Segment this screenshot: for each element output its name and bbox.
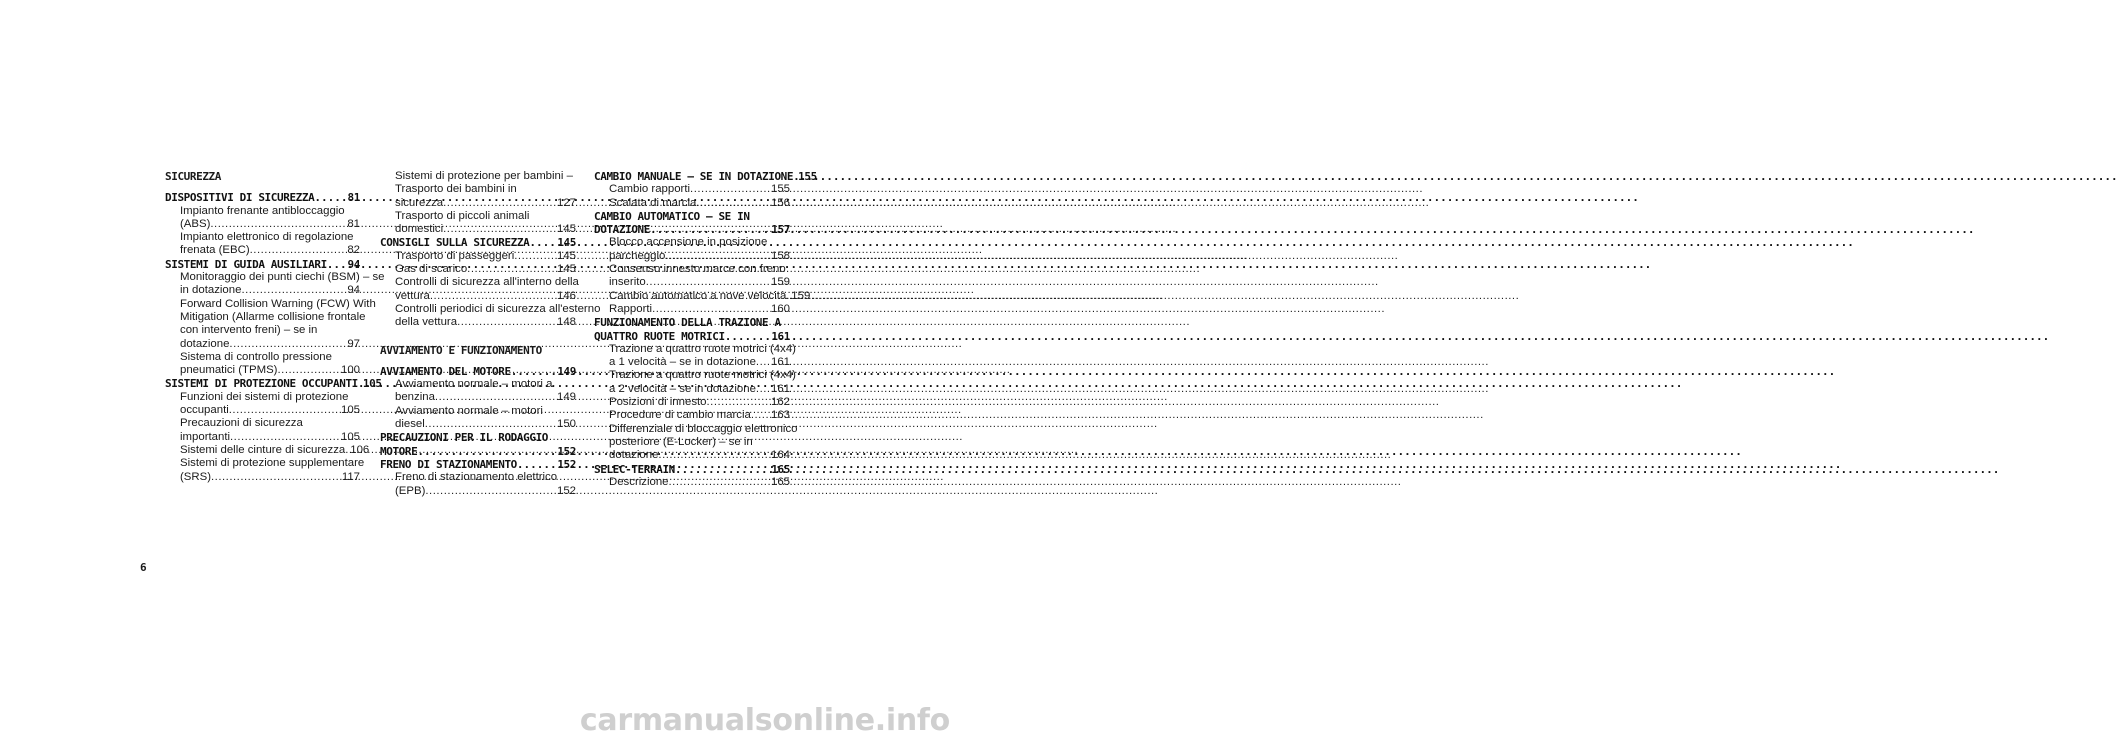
toc-entry-title: con intervento freni) – se in [180, 324, 318, 337]
toc-entry-title: sicurezza [395, 196, 444, 209]
toc-sub-entry[interactable] [165, 297, 376, 311]
toc-entry-title: Cambio rapporti [609, 183, 691, 196]
toc-entry-title: SISTEMI DI GUIDA AUSILIARI [165, 257, 327, 271]
toc-sub-entry[interactable] [594, 342, 796, 356]
toc-sub-entry[interactable] [165, 391, 360, 404]
page-number: 6 [140, 561, 147, 574]
dot-leader [707, 396, 770, 409]
toc-entry-title: Differenziale di bloccaggio elettronico [609, 422, 798, 435]
toc-heading-entry[interactable] [594, 330, 790, 343]
dot-leader [696, 197, 770, 210]
toc-sub-entry[interactable] [380, 250, 576, 263]
toc-page-number: 165 [770, 475, 790, 488]
toc-page-number: 100 [340, 364, 360, 377]
toc-page-number: 149 [557, 364, 576, 378]
toc-sub-entry[interactable] [594, 276, 790, 289]
toc-heading-entry[interactable] [380, 445, 576, 458]
toc-page-number: 157 [771, 223, 790, 237]
dot-leader [230, 431, 340, 444]
toc-sub-entry[interactable] [380, 183, 576, 196]
toc-page-number: 105 [340, 404, 360, 417]
dot-leader [690, 183, 770, 196]
toc-column-3 [594, 170, 817, 489]
toc-page-number: 145 [556, 223, 576, 236]
toc-page-number: 161 [770, 382, 790, 395]
dot-leader [511, 365, 557, 378]
dot-leader [210, 218, 346, 231]
dot-leader [314, 191, 346, 204]
toc-page-number: 127 [556, 196, 576, 209]
toc-page-number: 152 [557, 457, 576, 471]
toc-sub-entry[interactable] [165, 310, 366, 324]
dot-leader [229, 404, 340, 417]
toc-sub-entry[interactable] [165, 244, 360, 257]
toc-entry-title: dotazione [180, 337, 230, 350]
dot-leader [646, 276, 770, 289]
toc-sub-entry[interactable] [380, 210, 576, 223]
toc-page-number: 159 [770, 276, 790, 289]
toc-entry-title: CONSIGLI SULLA SICUREZZA [380, 236, 530, 250]
toc-entry-title: QUATTRO RUOTE MOTRICI [594, 329, 725, 343]
toc-page-number: 156 [770, 196, 790, 209]
toc-sub-entry[interactable] [380, 170, 576, 183]
dot-leader [443, 223, 556, 236]
toc-sub-entry[interactable] [380, 485, 576, 498]
toc-sub-entry[interactable] [594, 383, 790, 396]
toc-page-number: 163 [770, 409, 790, 422]
toc-entry-title: Trazione a quattro ruote motrici (4x4) [609, 369, 796, 382]
toc-entry-title: diesel [395, 418, 425, 431]
toc-page-number: 105 [362, 377, 382, 391]
toc-entry-title: (ABS) [180, 217, 211, 230]
toc-entry-title: FRENO DI STAZIONAMENTO [380, 457, 517, 471]
toc-entry-title: DOTAZIONE [594, 223, 651, 237]
toc-sub-entry[interactable] [594, 197, 790, 210]
toc-entry-title: domestici [395, 223, 444, 236]
toc-page-number: 145 [557, 236, 576, 250]
toc-page-number: 145 [556, 263, 576, 276]
toc-entry-title: frenata (EBC) [180, 244, 250, 257]
toc-entry-title: Blocco accensione in posizione [609, 236, 768, 249]
toc-entry-title: importanti [180, 430, 231, 443]
toc-page-number: 149 [556, 391, 576, 404]
toc-page-number: 155 [770, 183, 790, 196]
dot-leader [517, 458, 556, 471]
toc-entry-title: Controlli periodici di sicurezza all'esterno [395, 302, 601, 315]
toc-entry-title: della vettura [395, 316, 458, 329]
dot-leader [425, 418, 556, 431]
toc-sub-entry[interactable] [165, 351, 360, 364]
toc-heading-entry[interactable] [380, 236, 576, 249]
dot-leader [467, 263, 556, 276]
toc-sub-entry[interactable] [165, 205, 360, 218]
toc-sub-entry[interactable] [594, 236, 790, 249]
section-spacer [380, 330, 576, 344]
toc-entry-title: Rapporti [609, 302, 653, 315]
toc-entry-title: (EPB) [395, 484, 426, 497]
toc-heading-entry[interactable] [594, 316, 790, 329]
dot-leader [675, 463, 770, 476]
toc-page-number: 162 [770, 396, 790, 409]
section-title: AVVIAMENTO E FUNZIONAMENTO [380, 343, 542, 357]
toc-sub-entry[interactable] [594, 250, 790, 263]
toc-entry-title: Cambio automatico a nove velocità [609, 289, 787, 302]
toc-entry-title: pneumatici (TPMS) [180, 364, 278, 377]
toc-sub-entry[interactable] [594, 436, 790, 449]
toc-entry-title: posteriore (E-Locker) – se in [609, 435, 753, 448]
toc-entry-title: Procedure di cambio marcia [609, 409, 751, 422]
toc-page-number: 97 [347, 337, 360, 350]
toc-page-number: 160 [770, 302, 790, 315]
toc-page-number: 94 [347, 284, 360, 297]
toc-entry-title: Mitigation (Allarme collisione frontale [180, 310, 366, 323]
toc-sub-entry[interactable] [380, 405, 576, 418]
toc-page-number: 152 [557, 444, 576, 458]
toc-entry-title: Gas di scarico [395, 263, 468, 276]
toc-heading-entry[interactable] [165, 191, 360, 204]
toc-entry-title: Trasporto dei bambini in [395, 183, 517, 196]
toc-entry-title: Impianto elettronico di regolazione [180, 231, 354, 244]
toc-page-number: 146 [556, 289, 576, 302]
toc-page-number: 81 [347, 217, 360, 230]
dot-leader [457, 316, 556, 329]
dot-leader [229, 338, 346, 351]
toc-entry-title: MOTORE [380, 444, 418, 458]
toc-sub-entry[interactable] [380, 263, 576, 276]
toc-page-number: 161 [771, 329, 790, 343]
section-title: SICUREZZA [165, 170, 222, 183]
toc-page-number: 81 [347, 191, 360, 205]
toc-sub-entry[interactable] [165, 443, 370, 457]
toc-lines [380, 170, 601, 330]
dot-leader [443, 197, 556, 210]
toc-heading-entry[interactable] [594, 170, 817, 183]
toc-heading-entry[interactable] [594, 463, 790, 476]
toc-entry-title: PRECAUZIONI PER IL RODAGGIO [380, 431, 549, 445]
toc-entry-title: Sistemi di protezione supplementare [180, 457, 365, 470]
dot-leader [435, 391, 556, 404]
toc-entry-title: Scalata di marcia [609, 196, 697, 209]
dot-leader [327, 258, 347, 271]
toc-entry-title: Trasporto di piccoli animali [395, 209, 530, 222]
toc-entry-title: CAMBIO MANUALE – SE IN DOTAZIONE [594, 170, 794, 183]
toc-page-number: 106 [350, 443, 370, 456]
toc-page-number: 152 [556, 484, 576, 497]
toc-entry-title: SELEC-TERRAIN [594, 462, 675, 476]
toc-sub-entry[interactable] [380, 391, 576, 404]
toc-page-number: 82 [347, 244, 360, 257]
toc-sub-entry[interactable] [380, 223, 576, 236]
toc-entry-title: benzina [395, 391, 435, 404]
dot-leader [756, 383, 770, 396]
toc-sub-entry[interactable] [165, 431, 360, 444]
toc-entry-title: Trazione a quattro ruote motrici (4x4) [609, 342, 796, 355]
dot-leader [725, 330, 771, 343]
toc-entry-title: occupanti [180, 404, 229, 417]
toc-entry-title: Sistemi delle cinture di sicurezza [180, 443, 346, 456]
toc-sub-entry[interactable] [380, 471, 576, 484]
toc-lines [165, 191, 385, 484]
toc-page-number: 164 [770, 449, 790, 462]
toc-sub-entry[interactable] [165, 218, 360, 231]
toc-entry-title: Freno di stazionamento elettrico [395, 471, 558, 484]
toc-entry-title: a 2 velocità – se in dotazione [609, 382, 756, 395]
toc-sub-entry[interactable] [165, 404, 360, 417]
toc-entry-title: Avviamento normale – motori [395, 404, 543, 417]
toc-entry-title: Descrizione [609, 475, 669, 488]
dot-leader [529, 236, 556, 249]
dot-leader [665, 250, 770, 263]
toc-entry-title: CAMBIO AUTOMATICO – SE IN [594, 209, 750, 223]
toc-entry-title: Posizioni di innesto [609, 396, 707, 409]
toc-sub-entry[interactable] [165, 457, 365, 470]
toc-sub-entry[interactable] [380, 276, 579, 289]
toc-sub-entry[interactable] [380, 302, 601, 316]
dot-leader [658, 449, 770, 462]
toc-entry-title: dotazione [609, 449, 659, 462]
toc-page-number: 117 [341, 470, 360, 483]
toc-entry-title: Sistemi di protezione per bambini – [395, 170, 573, 182]
toc-entry-title: DISPOSITIVI DI SICUREZZA [165, 191, 315, 205]
toc-entry-title: Trasporto di passeggeri [395, 249, 515, 262]
toc-lines [594, 170, 817, 489]
toc-entry-title: SISTEMI DI PROTEZIONE OCCUPANTI [165, 377, 358, 391]
toc-entry-title: (SRS) [180, 470, 212, 483]
toc-page-number: 94 [347, 257, 360, 271]
toc-page-number: 155 [798, 170, 817, 183]
toc-sub-entry[interactable] [594, 303, 790, 316]
toc-sub-entry[interactable] [165, 271, 385, 284]
toc-sub-entry[interactable] [165, 324, 360, 337]
toc-sub-entry[interactable] [165, 338, 360, 351]
toc-sub-entry[interactable] [165, 471, 360, 484]
toc-entry-title: Forward Collision Warning (FCW) With [180, 297, 376, 310]
toc-sub-entry[interactable] [594, 263, 790, 276]
toc-heading-entry[interactable] [380, 365, 576, 378]
toc-sub-entry[interactable] [380, 418, 576, 431]
dot-leader [211, 471, 341, 484]
toc-entry-title: Impianto frenante antibloccaggio [180, 204, 345, 217]
toc-entry-title: Precauzioni di sicurezza [180, 417, 303, 430]
toc-sub-entry[interactable] [594, 449, 790, 462]
toc-entry-title: Sistema di controllo pressione [180, 350, 332, 363]
toc-sub-entry[interactable] [594, 476, 790, 489]
toc-entry-title: inserito [609, 276, 646, 289]
toc-entry-title: in dotazione [180, 284, 242, 297]
toc-entry-title: Controlli di sicurezza all'interno della [395, 276, 579, 289]
dot-leader [277, 364, 340, 377]
toc-heading-entry[interactable] [594, 223, 790, 236]
toc-sub-entry[interactable] [165, 284, 360, 297]
toc-entry-title: parcheggio [609, 249, 666, 262]
dot-leader [241, 284, 346, 297]
dot-leader [430, 290, 556, 303]
dot-leader [514, 250, 556, 263]
toc-entry-title: FUNZIONAMENTO DELLA TRAZIONE A [594, 316, 781, 330]
toc-sub-entry[interactable] [594, 409, 790, 422]
toc-entry-title: Monitoraggio dei punti ciechi (BSM) – se [180, 271, 385, 284]
dot-leader [751, 409, 770, 422]
toc-sub-entry[interactable] [380, 290, 576, 303]
toc-column-2 [380, 170, 601, 498]
toc-heading-entry[interactable] [380, 431, 576, 444]
toc-sub-entry[interactable] [165, 417, 360, 430]
toc-page-number: 145 [556, 249, 576, 262]
toc-heading-entry[interactable] [594, 210, 790, 223]
toc-sub-entry[interactable] [165, 364, 360, 377]
toc-entry-title: Funzioni dei sistemi di protezione [180, 390, 349, 403]
toc-heading-entry[interactable] [165, 258, 360, 271]
dot-leader [652, 303, 770, 316]
toc-page-number: 148 [556, 316, 576, 329]
toc-heading-entry[interactable] [380, 458, 576, 471]
toc-page-number: 161 [770, 356, 790, 369]
toc-entry-title: vettura [395, 289, 430, 302]
dot-leader [650, 223, 770, 236]
toc-page-number: 105 [340, 430, 360, 443]
dot-leader [669, 476, 770, 489]
toc-sub-entry[interactable] [594, 289, 811, 303]
toc-page-number: 150 [556, 418, 576, 431]
toc-sub-entry[interactable] [594, 422, 798, 436]
toc-page-number: 158 [770, 249, 790, 262]
toc-entry-title: Avviamento normale – motori a [395, 378, 553, 391]
watermark-logo: carmanualsonline.info [579, 703, 950, 738]
dot-leader [756, 356, 770, 369]
toc-column-1 [165, 170, 385, 484]
dot-leader [417, 445, 556, 458]
toc-entry-title: a 1 velocità – se in dotazione [609, 356, 756, 369]
toc-entry-title: AVVIAMENTO DEL MOTORE [380, 364, 511, 378]
toc-sub-entry[interactable] [380, 316, 576, 329]
dot-leader [425, 485, 556, 498]
toc-entry-title: Consenso innesto marce con freno [609, 263, 786, 276]
toc-page-number: 165 [771, 462, 790, 476]
toc-lines [380, 365, 576, 498]
toc-page-number: 159 [791, 289, 811, 302]
toc-sub-entry[interactable] [594, 356, 790, 369]
dot-leader [250, 244, 347, 257]
toc-sub-entry[interactable] [594, 369, 796, 382]
toc-heading-entry[interactable] [165, 377, 382, 391]
toc-sub-entry[interactable] [594, 396, 790, 409]
toc-sub-entry[interactable] [594, 183, 790, 196]
toc-sub-entry[interactable] [380, 378, 576, 391]
toc-sub-entry[interactable] [165, 231, 360, 244]
toc-sub-entry[interactable] [380, 197, 576, 210]
